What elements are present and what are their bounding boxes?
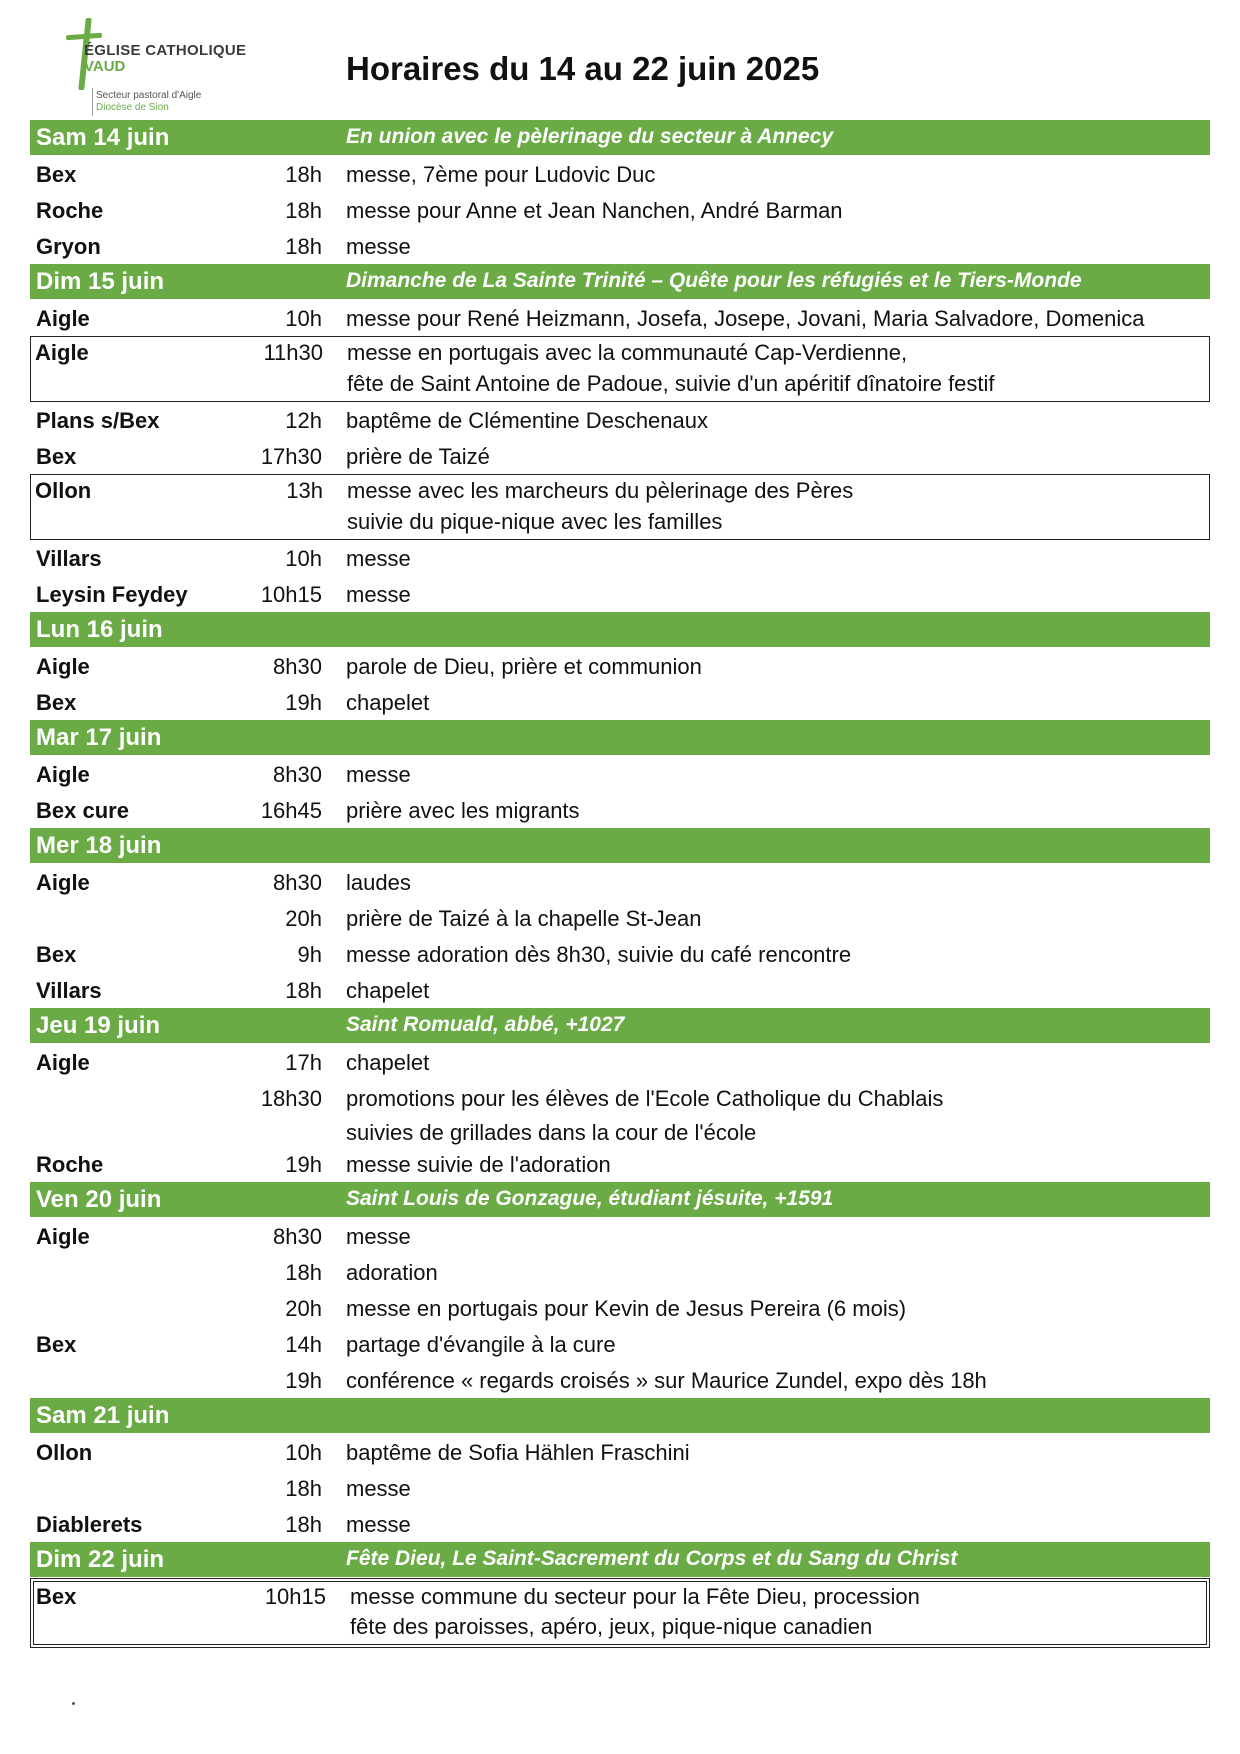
schedule-row [30,1044,1210,1080]
row-description: messe en portugais pour Kevin de Jesus Pereira (6 mois) [346,1296,907,1321]
row-place: Aigle [36,306,90,331]
day-header [30,1542,1210,1577]
logo [66,16,266,120]
row-place: Roche [36,1152,104,1177]
row-place: Aigle [36,762,90,787]
row-description: chapelet [346,978,430,1003]
row-time: 13h [286,478,323,503]
day-header [30,1008,1210,1043]
row-description: messe pour Anne et Jean Nanchen, André Barman [346,198,843,223]
schedule-row [30,228,1210,264]
day-label: Mar 17 juin [36,724,162,751]
schedule-row [30,1506,1210,1542]
schedule-row [30,1218,1210,1254]
row-description: messe en portugais avec la communauté Cap-Verdienne, [347,340,908,365]
schedule-row [30,192,1210,228]
row-time: 19h [285,690,322,715]
row-time: 18h [285,1260,322,1285]
schedule-row [30,156,1210,192]
row-time: 18h [285,234,322,259]
day-note: Saint Romuald, abbé, +1027 [346,1013,625,1036]
row-time: 16h45 [260,798,322,823]
row-description: baptême de Sofia Hählen Fraschini [346,1440,690,1465]
row-time: 20h [285,1296,322,1321]
schedule-row [30,864,1210,900]
row-time: 10h15 [260,582,322,607]
row-description: messe [346,762,411,787]
row-place: Roche [36,198,104,223]
row-place: Bex [36,444,77,469]
schedule-row [30,1080,1210,1146]
day-header [30,720,1210,755]
day-label: Sam 14 juin [36,124,170,151]
row-place: Villars [36,978,102,1003]
row-place: Aigle [35,340,89,365]
schedule-row [30,336,1210,402]
schedule-row [30,1326,1210,1362]
row-description: baptême de Clémentine Deschenaux [346,408,709,433]
row-place: Leysin Feydey [36,582,188,607]
schedule-row [30,756,1210,792]
row-description-line2: suivie du pique-nique avec les familles [347,509,723,534]
row-description: laudes [346,870,411,895]
schedule-row [30,576,1210,612]
schedule-row [30,684,1210,720]
schedule-row [30,474,1210,540]
row-description: messe suivie de l'adoration [346,1152,611,1177]
schedule-row [30,300,1210,336]
row-description: messe, 7ème pour Ludovic Duc [346,162,656,187]
row-description-line2: fête des paroisses, apéro, jeux, pique-nique canadien [350,1614,873,1639]
row-place: Bex [36,690,77,715]
row-time: 10h15 [264,1584,326,1609]
row-place: Plans s/Bex [36,408,160,433]
schedule-row [30,900,1210,936]
page-title: Horaires du 14 au 22 juin 2025 [346,50,820,87]
row-time: 18h [285,1476,322,1501]
day-label: Dim 15 juin [36,268,165,295]
schedule-row [30,1290,1210,1326]
row-time: 10h [285,1440,322,1465]
row-description: chapelet [346,690,430,715]
row-time: 8h30 [273,1224,322,1249]
row-description: messe [346,582,411,607]
logo-line1: ÉGLISE CATHOLIQUE [84,42,247,59]
row-description: messe pour René Heizmann, Josefa, Josepe, Jovani, Maria Salvadore, Domenica [346,306,1145,331]
row-place: Aigle [36,1224,90,1249]
row-time: 20h [285,906,322,931]
day-header [30,1398,1210,1433]
day-note: Saint Louis de Gonzague, étudiant jésuite, +1591 [346,1187,834,1210]
row-description-line2: fête de Saint Antoine de Padoue, suivie d'un apéritif dînatoire festif [347,371,995,396]
row-place: Bex [36,1584,77,1609]
schedule-row [30,1578,1210,1648]
logo-subtitle: Secteur pastoral d'Aigle [96,90,202,101]
row-time: 18h [285,978,322,1003]
row-place: Gryon [36,234,101,259]
row-place: Diablerets [36,1512,143,1537]
row-time: 14h [285,1332,322,1357]
row-time: 12h [285,408,322,433]
day-label: Lun 16 juin [36,616,163,643]
row-description: conférence « regards croisés » sur Maurice Zundel, expo dès 18h [346,1368,987,1393]
logo-diocese: Diocèse de Sion [96,102,169,113]
logo-line2: VAUD [84,58,126,75]
row-time: 18h [285,198,322,223]
schedule-row [30,402,1210,438]
row-time: 18h [285,162,322,187]
row-description: promotions pour les élèves de l'Ecole Catholique du Chablais [346,1086,944,1111]
row-place: Ollon [35,478,92,503]
schedule-row [30,648,1210,684]
row-description: parole de Dieu, prière et communion [346,654,702,679]
schedule-row [30,1434,1210,1470]
row-description: messe avec les marcheurs du pèlerinage des Pères [347,478,854,503]
row-time: 18h [285,1512,322,1537]
day-header [30,120,1210,155]
row-description: chapelet [346,1050,430,1075]
row-description: messe [346,1512,411,1537]
schedule-row [30,438,1210,474]
day-header [30,264,1210,299]
day-note: Fête Dieu, Le Saint-Sacrement du Corps et du Sang du Christ [346,1547,958,1570]
row-place: Aigle [36,870,90,895]
row-time: 17h [285,1050,322,1075]
schedule-row [30,540,1210,576]
row-description: messe [346,1224,411,1249]
row-time: 8h30 [273,870,322,895]
row-time: 17h30 [260,444,322,469]
row-place: Bex [36,1332,77,1357]
schedule-row [30,972,1210,1008]
row-description: messe [346,546,411,571]
day-note: En union avec le pèlerinage du secteur à Annecy [346,125,834,148]
day-header [30,612,1210,647]
row-time: 19h [285,1152,322,1177]
day-label: Ven 20 juin [36,1186,162,1213]
row-place: Ollon [36,1440,93,1465]
row-description: messe [346,234,411,259]
footer-mark [72,1702,75,1705]
row-description: messe commune du secteur pour la Fête Dieu, procession [350,1584,920,1609]
row-description-line2: suivies de grillades dans la cour de l'école [346,1120,757,1145]
day-note: Dimanche de La Sainte Trinité – Quête pour les réfugiés et le Tiers-Monde [346,269,1082,292]
row-place: Bex cure [36,798,129,823]
row-time: 10h [285,306,322,331]
day-label: Dim 22 juin [36,1546,165,1573]
schedule-row [30,1254,1210,1290]
day-label: Jeu 19 juin [36,1012,161,1039]
row-time: 9h [297,942,322,967]
row-place: Aigle [36,1050,90,1075]
day-header [30,1182,1210,1217]
row-place: Bex [36,162,77,187]
row-time: 11h30 [263,340,323,365]
row-time: 19h [285,1368,322,1393]
row-description: prière avec les migrants [346,798,580,823]
row-time: 8h30 [273,762,322,787]
day-label: Mer 18 juin [36,832,162,859]
schedule-row [30,792,1210,828]
row-time: 10h [285,546,322,571]
row-description: adoration [346,1260,438,1285]
logo-divider [92,88,93,116]
day-label: Sam 21 juin [36,1402,170,1429]
row-time: 8h30 [273,654,322,679]
schedule-row [30,1470,1210,1506]
row-description: prière de Taizé à la chapelle St-Jean [346,906,702,931]
schedule-row [30,936,1210,972]
row-place: Villars [36,546,102,571]
row-description: partage d'évangile à la cure [346,1332,616,1357]
row-time: 18h30 [260,1086,322,1111]
row-description: messe [346,1476,411,1501]
day-header [30,828,1210,863]
row-description: prière de Taizé [346,444,490,469]
row-place: Aigle [36,654,90,679]
row-place: Bex [36,942,77,967]
row-description: messe adoration dès 8h30, suivie du café rencontre [346,942,852,967]
schedule-table [30,120,1210,1648]
schedule-row [30,1146,1210,1182]
schedule-row [30,1362,1210,1398]
